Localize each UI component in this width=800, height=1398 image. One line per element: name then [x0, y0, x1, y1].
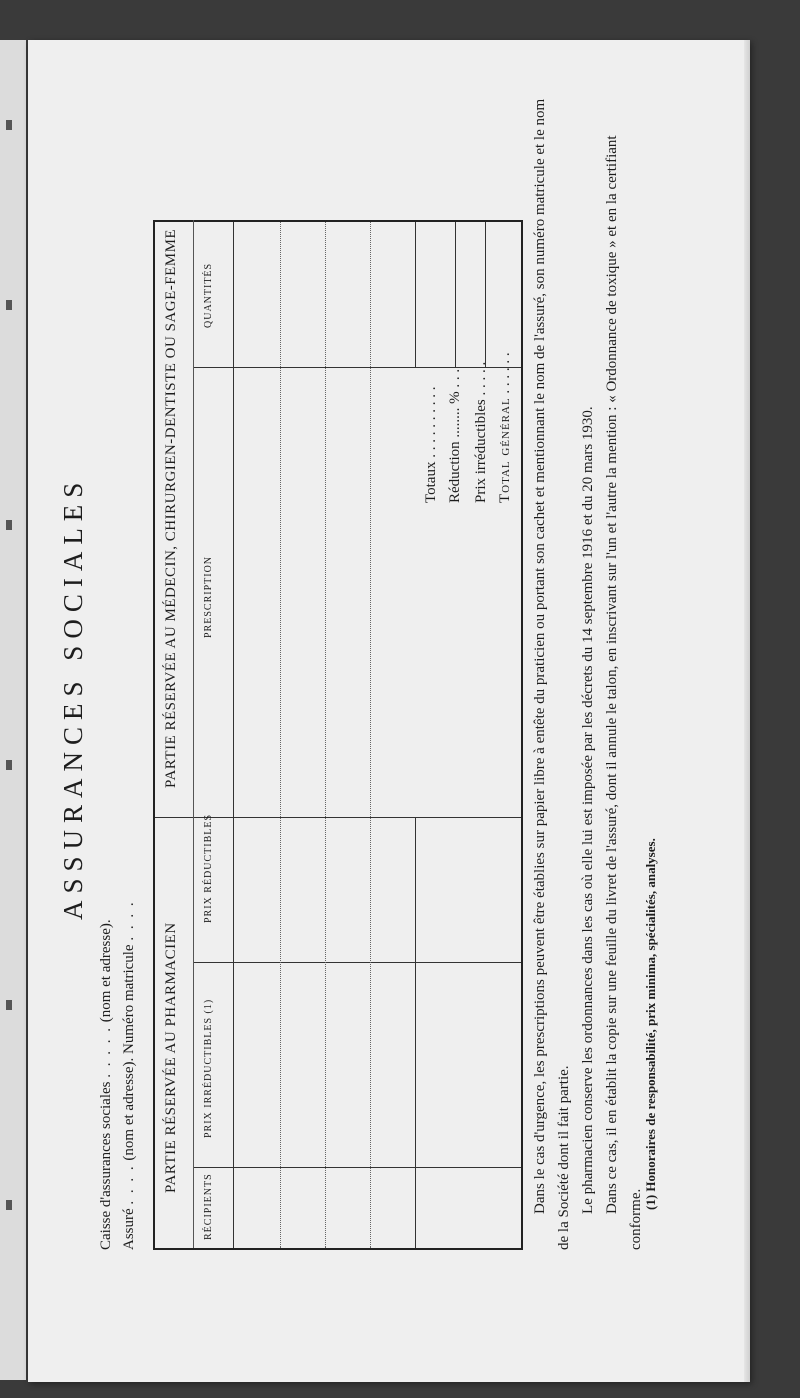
- binding-mark: [6, 1200, 12, 1210]
- assure-dots: . . . .: [121, 1164, 137, 1205]
- note-2: Le pharmacien conserve les ordonnances dans les cas où elle lui est imposée par les décrets du 14 septembre 1916 et du 20 mars 1930.: [580, 406, 596, 1214]
- document-page: [28, 40, 750, 1382]
- binding-mark: [6, 120, 12, 130]
- doctor-group-title: PARTIE RÉSERVÉE AU MÉDECIN, CHIRURGIEN-DENTISTE OU SAGE-FEMME: [163, 228, 179, 788]
- qty-rule-1: [415, 222, 416, 368]
- binding-mark: [6, 1000, 12, 1010]
- binding-mark: [6, 520, 12, 530]
- caisse-label: Caisse d'assurances sociales: [98, 1081, 114, 1250]
- col-prix-irreductibles: PRIX IRRÉDUCTIBLES (1): [203, 998, 214, 1138]
- pharmacy-group-title: PARTIE RÉSERVÉE AU PHARMACIEN: [163, 922, 179, 1193]
- footnote: (1) Honoraires de responsabilité, prix minima, spécialités, analyses.: [643, 838, 658, 1210]
- qty-rule-2: [455, 222, 456, 368]
- caisse-line: [98, 919, 115, 1250]
- note-1: Dans le cas d'urgence, les prescriptions peuvent être établies sur papier libre à entête du praticien ou portant son cachet et mentionnant le nom de l'assuré, son numéro matricule et le nom de la Société dont il fait partie.: [532, 98, 572, 1250]
- col-divider-1: [193, 1167, 521, 1168]
- assure-line: [121, 900, 138, 1250]
- total-general: Total général . . . . . .: [497, 352, 513, 503]
- prescription-table: [153, 220, 523, 1250]
- rotated-content: [58, 50, 698, 1290]
- totaux-label: Totaux . . . . . . . . . .: [423, 386, 439, 503]
- assure-hint: (nom et adresse). Numéro matricule: [121, 944, 137, 1161]
- col-prix-reductibles: PRIX RÉDUCTIBLES: [203, 813, 214, 923]
- pharmacy-subline: [193, 818, 194, 1248]
- binding-mark: [6, 300, 12, 310]
- document-title: ASSURANCES SOCIALES: [58, 475, 88, 920]
- col-divider-3: [193, 367, 521, 368]
- pharmacy-bottom-rule: [415, 818, 416, 1248]
- matricule-dots: . . . .: [121, 900, 137, 941]
- reduction-label: Réduction ........ % . . .: [447, 368, 463, 503]
- caisse-dots: . . . . .: [98, 1026, 114, 1078]
- caisse-hint: (nom et adresse).: [98, 919, 114, 1023]
- doctor-subline: [193, 220, 194, 818]
- col-recipients: RÉCIPIENTS: [203, 1173, 214, 1240]
- page-edge: [744, 40, 750, 1382]
- table-row: [370, 222, 371, 1248]
- col-prescription: PRESCRIPTION: [203, 555, 214, 638]
- facing-page-edge: [0, 40, 26, 1380]
- col-divider-2: [193, 962, 521, 963]
- prix-irreductibles-total: Prix irréductibles . . . . .: [473, 361, 489, 503]
- note-3: Dans ce cas, il en établit la copie sur une feuille du livret de l'assuré, dont il annule le talon, en inscrivant sur l'un et l'autre la mention : « Ordonnance de toxique » et en la certifiant conforme.: [604, 135, 644, 1250]
- qty-rule-3: [485, 222, 486, 368]
- table-row: [325, 222, 326, 1248]
- binding-mark: [6, 760, 12, 770]
- assure-label: Assuré: [121, 1208, 137, 1250]
- table-row: [280, 222, 281, 1248]
- col-quantites: QUANTITÉS: [203, 262, 214, 328]
- notes-block: [528, 90, 648, 1250]
- header-rule: [233, 222, 234, 1248]
